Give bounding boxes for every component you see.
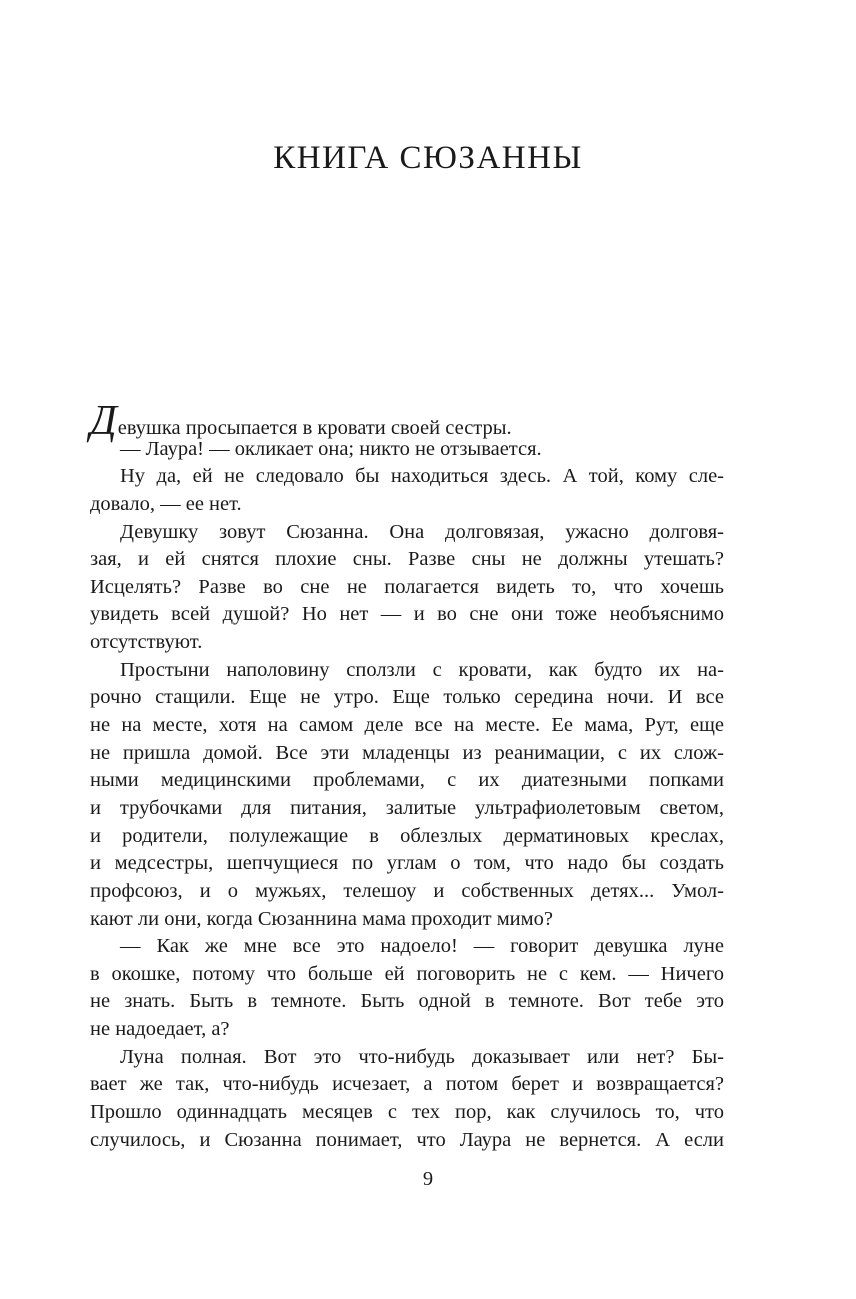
text-line bbox=[90, 795, 724, 823]
text-line-content: довало, — ее нет. bbox=[90, 492, 242, 515]
text-line bbox=[90, 629, 724, 657]
text-line-content: и родители, полулежащие в облезлых дерматиновых креслах, bbox=[90, 824, 724, 847]
text-line-content: — Лаура! — окликает она; никто не отзывается. bbox=[120, 437, 542, 460]
text-line-content: Прошло одиннадцать месяцев с тех пор, как случилось то, что bbox=[90, 1101, 724, 1124]
text-line bbox=[90, 906, 724, 934]
text-line bbox=[90, 823, 724, 851]
text-line-content: Луна полная. Вот это что-нибудь доказывает или нет? Бы- bbox=[120, 1045, 724, 1068]
text-line bbox=[90, 1016, 724, 1044]
text-line-content: кают ли они, когда Сюзаннина мама проходит мимо? bbox=[90, 907, 553, 930]
text-line-content: профсоюз, и о мужьях, телешоу и собственных детях... Умол- bbox=[90, 879, 724, 902]
text-line bbox=[90, 519, 724, 547]
text-line bbox=[90, 961, 724, 989]
page-number: 9 bbox=[422, 1168, 434, 1190]
text-line-content: Исцелять? Разве во сне не полагается видеть то, что хочешь bbox=[90, 575, 724, 598]
text-line-content: случилось, и Сюзанна понимает, что Лаура не вернется. А если bbox=[90, 1128, 724, 1151]
text-line-content: ными медицинскими проблемами, с их диатезными попками bbox=[90, 769, 724, 792]
text-line-content: евушка просыпается в кровати своей сестры. bbox=[117, 417, 512, 439]
text-line bbox=[90, 712, 724, 740]
text-line-content: не надоедает, а? bbox=[90, 1018, 230, 1041]
text-line-content: рочно стащили. Еще не утро. Еще только середина ночи. И все bbox=[90, 686, 724, 709]
text-line bbox=[90, 546, 724, 574]
text-line bbox=[90, 988, 724, 1016]
text-line bbox=[90, 1044, 724, 1072]
text-line bbox=[90, 601, 724, 629]
text-line-content: и медсестры, шепчущиеся по углам о том, что надо бы создать bbox=[90, 852, 724, 875]
text-line bbox=[90, 1127, 724, 1155]
text-line bbox=[90, 933, 724, 961]
text-line-content: и трубочками для питания, залитые ультрафиолетовым светом, bbox=[90, 796, 724, 819]
chapter-title: КНИГА СЮЗАННЫ bbox=[273, 140, 583, 176]
text-line-content: отсутствуют. bbox=[90, 631, 203, 654]
text-line bbox=[90, 767, 724, 795]
text-line bbox=[90, 850, 724, 878]
text-line bbox=[90, 1099, 724, 1127]
text-line-content: в окошке, потому что больше ей поговорить не с кем. — Ничего bbox=[90, 962, 724, 985]
text-line-content: не пришла домой. Все эти младенцы из реанимации, с их слож- bbox=[90, 741, 724, 764]
text-line-content: не знать. Быть в темноте. Быть одной в темноте. Вот тебе это bbox=[90, 990, 724, 1013]
text-line bbox=[90, 436, 724, 464]
text-line bbox=[90, 657, 724, 685]
text-line-content: Простыни наполовину сползли с кровати, как будто их на- bbox=[120, 658, 724, 681]
text-line bbox=[90, 398, 724, 444]
text-line bbox=[90, 1071, 724, 1099]
text-line-content: зая, и ей снятся плохие сны. Разве сны не должны утешать? bbox=[90, 548, 724, 571]
text-line-content: увидеть всей душой? Но нет — и во сне они тоже необъяснимо bbox=[90, 603, 724, 626]
text-line bbox=[90, 491, 724, 519]
text-line bbox=[90, 574, 724, 602]
body-text bbox=[90, 398, 724, 1154]
text-line-content: не на месте, хотя на самом деле все на месте. Ее мама, Рут, еще bbox=[90, 714, 724, 737]
text-line bbox=[90, 463, 724, 491]
text-line-content: вает же так, что-нибудь исчезает, а потом берет и возвращается? bbox=[90, 1073, 724, 1096]
drop-cap: Д bbox=[90, 398, 117, 444]
text-line-content: Девушку зовут Сюзанна. Она долговязая, ужасно долговя- bbox=[120, 520, 724, 543]
text-line-content: — Как же мне все это надоело! — говорит девушка луне bbox=[120, 935, 724, 958]
text-line-content: Ну да, ей не следовало бы находиться здесь. А той, кому сле- bbox=[120, 465, 724, 488]
text-line bbox=[90, 740, 724, 768]
text-line bbox=[90, 878, 724, 906]
text-line bbox=[90, 684, 724, 712]
